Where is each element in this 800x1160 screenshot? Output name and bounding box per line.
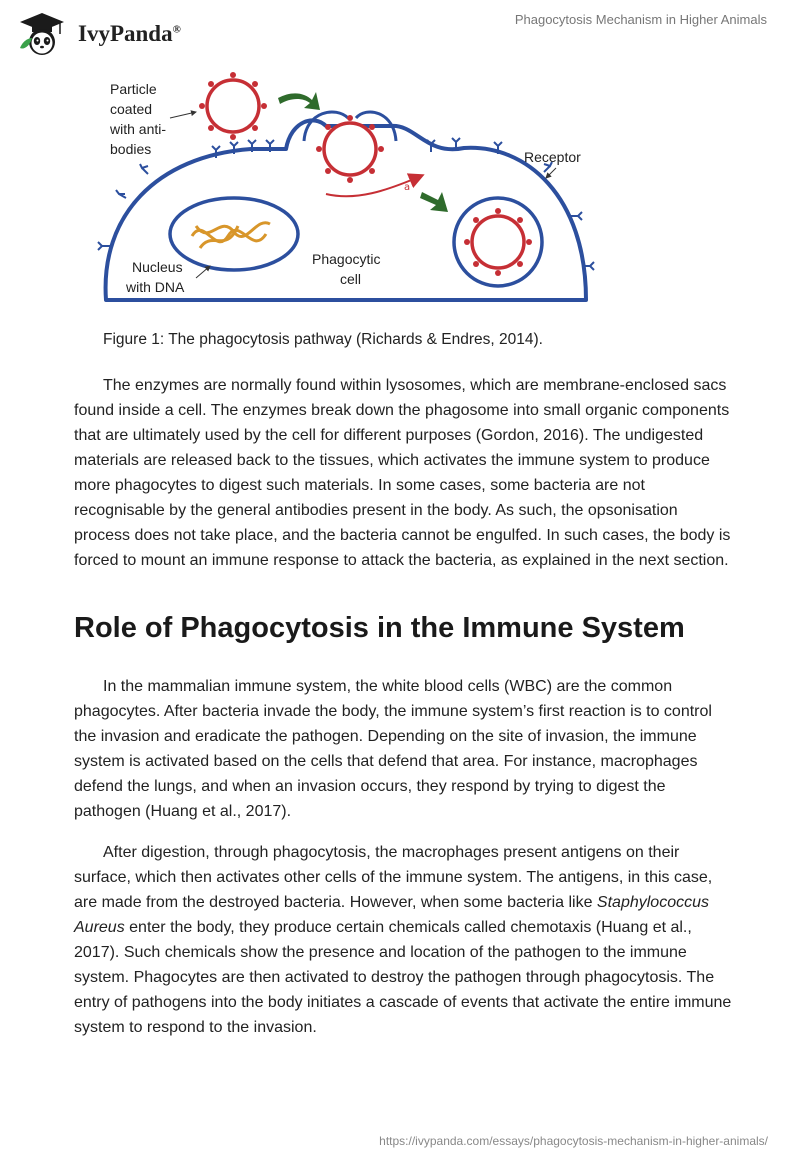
phagocytic-label-1: Phagocytic	[312, 251, 381, 267]
green-arrow-1	[278, 92, 320, 110]
green-arrow-2	[420, 192, 448, 212]
particle-label-4: bodies	[110, 141, 152, 157]
figure-caption: Figure 1: The phagocytosis pathway (Richards & Endres, 2014).	[103, 331, 543, 348]
page-header	[0, 0, 800, 70]
paragraph-digestion	[74, 840, 734, 1040]
dna-strands	[192, 223, 270, 248]
free-particle	[199, 72, 267, 140]
particle-label-3: with anti-	[110, 121, 167, 137]
particle-label-1: Particle	[110, 81, 157, 97]
paragraph-enzymes: The enzymes are normally found within lysosomes, which are membrane-enclosed sacs found inside a cell. The enzymes break down the phagosome into small organic components that are ultimately used by the cell for different purposes (Gordon, 2016). The undigested materials are released back to the tissues, which activates the immune system to produce more phagocytes to digest such materials. In some cases, some bacteria are not recognisable by the general antibodies present in the body. As such, the opsonisation process does not take place, and the bacteria cannot be engulfed. In such cases, the body is forced to mount an immune response to attack the bacteria, as explained in the next section.	[74, 377, 731, 569]
panda-logo-icon	[14, 8, 70, 58]
phagocytosis-diagram	[86, 66, 606, 306]
ivypanda-logo[interactable]	[14, 8, 214, 58]
nucleus-pointer	[196, 266, 210, 278]
phagosome	[454, 198, 542, 286]
paragraph-digestion-part-2: enter the body, they produce certain chemicals called chemotaxis (Huang et al., 2017). Such chemicals show the presence and location of the pathogen to the immune system. Phagocytes are then activated to destroy the pathogen through phagocytosis. The entry of pathogens into the body initiates a cascade of events that activate the entire immune system to respond to the invasion.	[74, 919, 732, 1036]
particle-pointer	[170, 112, 196, 118]
species-name: Staphylococcus Aureus	[74, 894, 709, 936]
brand-name: IvyPanda®	[78, 21, 181, 46]
phagocytosis-figure	[86, 66, 606, 306]
nucleus-label-2: with DNA	[126, 279, 185, 295]
document-title: Phagocytosis Mechanism in Higher Animals	[514, 12, 767, 27]
phagocytic-label-2: cell	[340, 271, 362, 287]
paragraph-digestion-part-1: After digestion, through phagocytosis, the macrophages present antigens on their surface, which then activates other cells of the immune system. The antigens, in this case, are made from the destroyed bacteria. However, when some bacteria like	[74, 844, 713, 911]
arrow-a-label: a	[404, 182, 411, 193]
paragraph-immune-system: In the mammalian immune system, the white blood cells (WBC) are the common phagocytes. After bacteria invade the body, the immune system’s first reaction is to control the invasion and eradicate the pathogen. Depending on the site of invasion, the immune system is activated based on the cells that defend that area. For instance, macrophages defend the lungs, and when an invasion occurs, they respond by trying to digest the pathogen (Huang et al., 2017).	[74, 678, 712, 820]
receptor-label: Receptor	[524, 149, 581, 165]
particle-label-2: coated	[110, 101, 153, 117]
source-url-link[interactable]: https://ivypanda.com/essays/phagocytosis-mechanism-in-higher-animals/	[379, 1134, 768, 1148]
section-heading: Role of Phagocytosis in the Immune System	[74, 612, 685, 644]
nucleus-label-1: Nucleus	[132, 259, 183, 275]
